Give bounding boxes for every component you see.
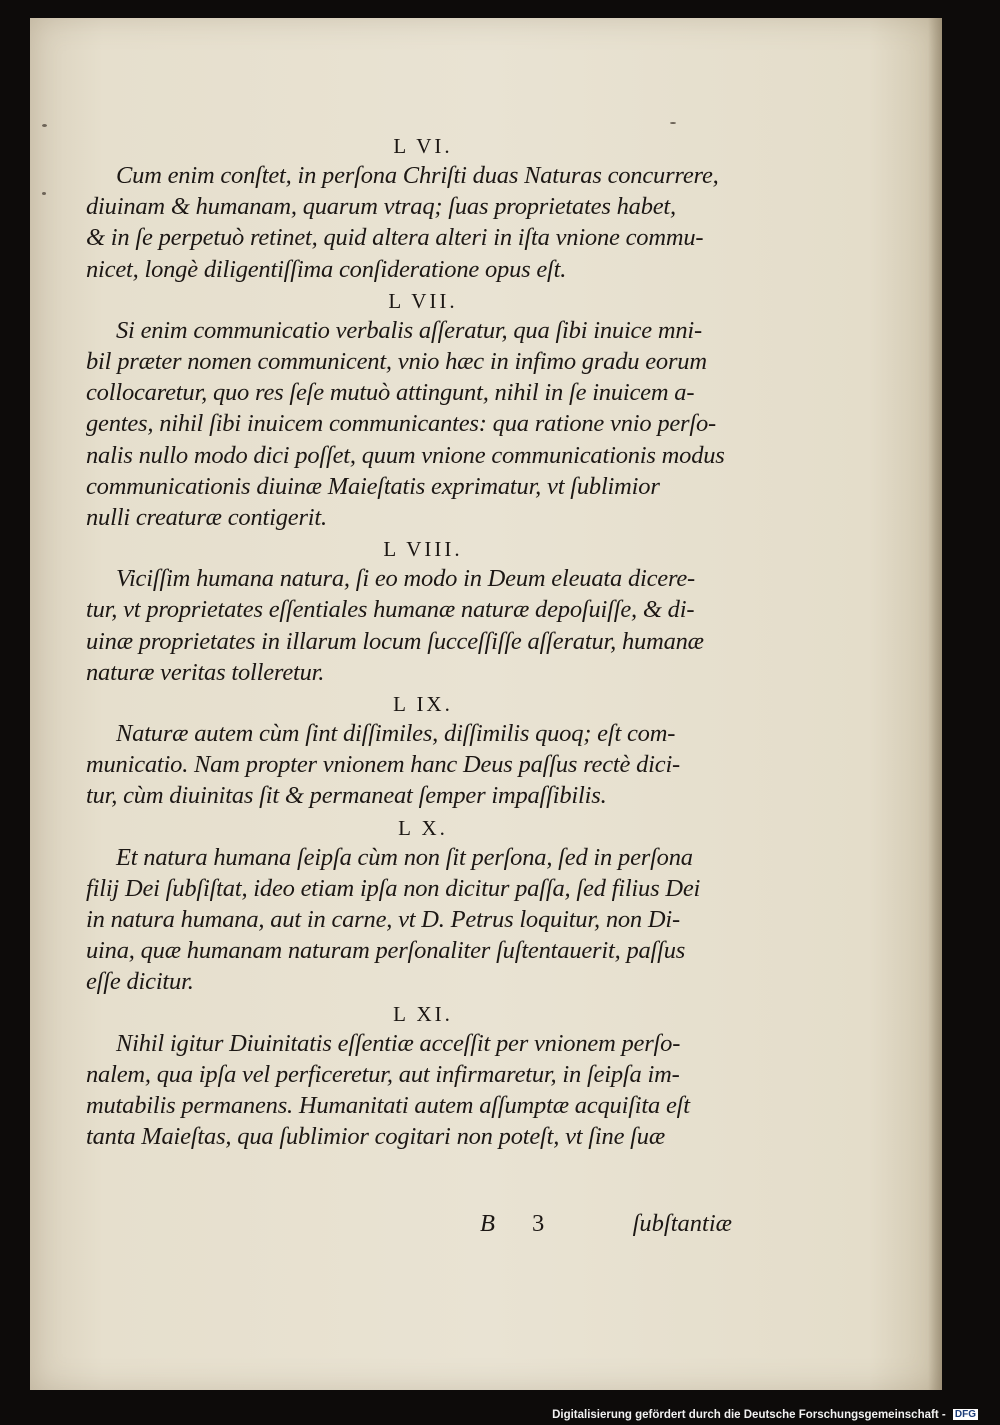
page-number: 3 [532,1210,545,1237]
catchword: ſubſtantiæ [632,1210,732,1237]
text-line: tur, cùm diuinitas ſit & permaneat ſemper impaſſibilis. [86,782,607,810]
text-line: Cum enim conſtet, in perſona Chriſti duas Naturas concurrere, [116,162,719,189]
paper-speck [42,192,46,195]
page-footer [86,1210,746,1244]
section-58 [86,535,746,688]
text-line: tanta Maieſtas, qua ſublimior cogitari non poteſt, vt ſine ſuæ [86,1123,665,1151]
section-heading: L XI. [393,1001,453,1026]
section-56 [86,132,746,285]
paper-speck [42,124,47,127]
text-line: communicationis diuinæ Maieſtatis exprimatur, vt ſublimior [86,472,660,500]
section-heading: L VII. [388,288,458,313]
text-line: nalis nullo modo dici poſſet, quum vnione communicationis modus [86,441,725,469]
credit-text: Digitalisierung gefördert durch die Deutsche Forschungsgemeinschaft - [552,1409,946,1421]
text-line: nalem, qua ipſa vel perficeretur, aut infirmaretur, in ſeipſa im- [86,1060,680,1088]
text-line: in natura humana, aut in carne, vt D. Petrus loquitur, non Di- [86,906,680,934]
text-line: & in ſe perpetuò retinet, quid altera alteri in iſta vnione commu- [86,224,704,252]
text-line: nicet, longè diligentiſſima conſideratione opus eſt. [86,255,567,283]
section-heading: L IX. [393,692,453,717]
section-59 [86,690,746,812]
digitization-credit [552,1409,978,1421]
text-line: Et natura humana ſeipſa cùm non ſit perſona, ſed in perſona [116,843,693,871]
section-61 [86,1000,746,1153]
paragraph [86,315,746,533]
section-heading: L VI. [393,134,453,158]
paragraph [86,1028,746,1153]
paragraph [86,160,746,285]
text-line: Viciſſim humana natura, ſi eo modo in Deum eleuata dicere- [116,565,696,593]
text-line: mutabilis permanens. Humanitati autem aſſumptæ acquiſita eſt [86,1092,690,1120]
text-line: Naturæ autem cùm ſint diſſimiles, diſſimilis quoq; eſt com- [116,720,676,748]
text-line: eſſe dicitur. [86,968,194,996]
page-text [86,130,746,1152]
paragraph [86,563,746,688]
text-line: nulli creaturæ contigerit. [86,504,327,532]
paper-speck [670,122,676,124]
text-line: naturæ veritas tolleretur. [86,658,325,686]
text-line: gentes, nihil ſibi inuicem communicantes: qua ratione vnio perſo- [86,410,717,438]
section-heading: L VIII. [383,537,463,562]
text-line: tur, vt proprietates eſſentiales humanæ naturæ depoſuiſſe, & di- [86,596,695,624]
text-line: uina, quæ humanam naturam perſonaliter ſuſtentauerit, paſſus [86,937,686,965]
section-heading: L X. [398,815,448,840]
text-line: Si enim communicatio verbalis aſſeratur, qua ſibi inuice mni- [116,316,702,344]
section-60 [86,814,746,998]
text-line: bil præter nomen communicent, vnio hæc in infimo gradu eorum [86,348,707,376]
text-line: filij Dei ſubſiſtat, ideo etiam ipſa non dicitur paſſa, ſed filius Dei [86,874,701,902]
paragraph [86,718,746,812]
book-page [30,18,942,1390]
signature-mark: B [480,1210,495,1237]
dfg-logo-icon: DFG [954,1409,976,1421]
text-line: uinæ proprietates in illarum locum ſucceſſiſſe aſſeratur, humanæ [86,627,704,655]
text-line: municatio. Nam propter vnionem hanc Deus paſſus rectè dici- [86,751,681,779]
paragraph [86,842,746,998]
section-57 [86,287,746,533]
text-line: collocaretur, quo res ſeſe mutuò attingunt, nihil in ſe inuicem a- [86,379,695,407]
text-line: Nihil igitur Diuinitatis eſſentiæ acceſſit per vnionem perſo- [116,1029,681,1057]
text-line: diuinam & humanam, quarum vtraq; ſuas proprietates habet, [86,193,676,221]
